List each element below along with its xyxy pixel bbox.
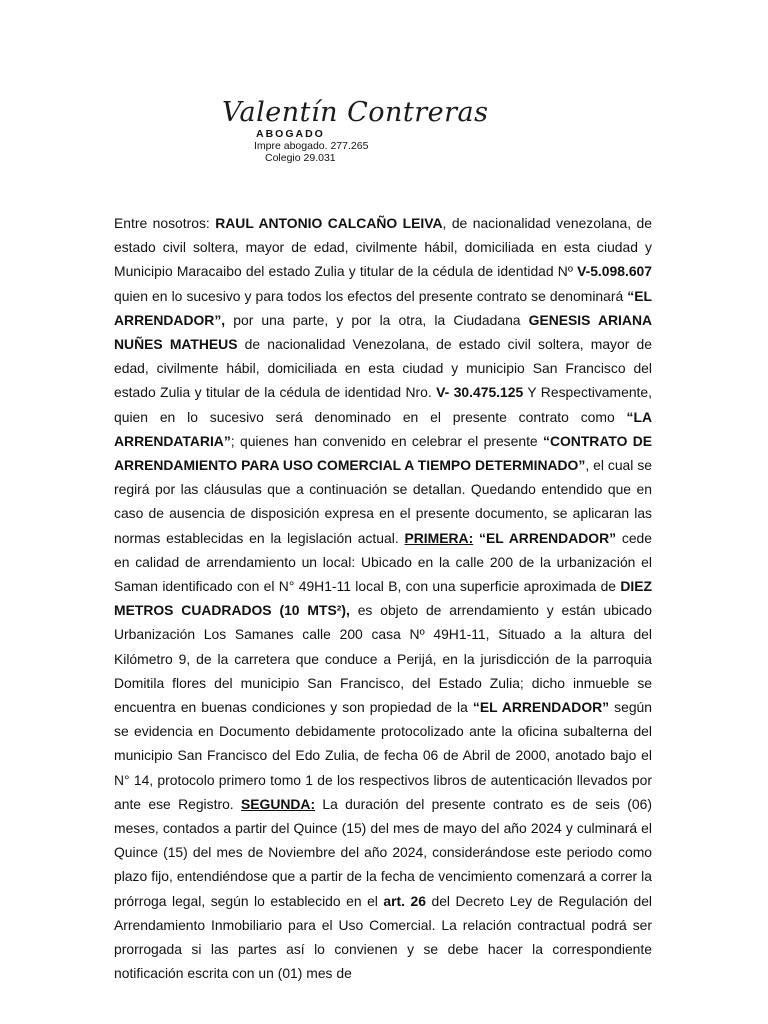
contract-text: de nacionalidad Venezolana, de estado civil soltera, mayor de edad, civilmente hábil, domiciliada en esta ciudad y municipio San Francisco del estado Zulia y titular de la cédula de identidad Nro. [114,336,652,401]
arrendador-id: V-5.098.607 [577,263,652,280]
lawyer-college-number: Colegio 29.031 [265,152,336,164]
party-label-arrendataria: “LA ARRENDATARIA” [114,408,652,449]
lawyer-signature-name: Valentín Contreras [222,97,489,128]
party-label-arrendador: “EL ARRENDADOR”, [114,287,652,328]
contract-text: Entre nosotros: [114,215,216,231]
lawyer-title: ABOGADO [256,128,325,140]
article-reference: art. 26 [383,892,426,909]
arrendador-name: RAUL ANTONIO CALCAÑO LEIVA [215,215,443,231]
contract-text: , de nacionalidad venezolana, de estado civil soltera, mayor de edad, civilmente hábil, domiciliada en esta ciudad y Municipio Maracaibo del estado Zulia y titular de la cédula de identidad Nº [114,215,652,280]
lawyer-registration: Impre abogado. 277.265 [254,140,369,152]
contract-text: quien en lo sucesivo y para todos los efectos del presente contrato se denominará [114,287,628,304]
contract-text: , el cual se regirá por las cláusulas que a continuación se detallan. Quedando entendido que en caso de ausencia de disposición expresa en el presente documento, se aplicaran las normas establecidas en la legislación actual. [114,457,652,546]
contract-text: La duración del presente contrato es de seis (06) meses, contados a partir del Quince (15) del mes de mayo del año 2024 y culminará el Quince (15) del mes de Noviembre del año 2024, considerándose este periodo como plazo fijo, entendiéndose que a partir de la fecha de vencimiento comenzará a correr la prórroga legal, según lo establecido en el [114,795,653,909]
contract-text: es objeto de arrendamiento y están ubicado Urbanización Los Samanes calle 200 casa Nº 49H1-11, Situado a la altura del Kilómetro 9, de la carretera que conduce a Perijá, en la jurisdicción de la parroquia Domitila flores del municipio San Francisco, del Estado Zulia; dicho inmueble se encuentra en buenas condiciones y son propiedad de la [114,602,653,716]
clause-heading-primera: PRIMERA: [404,529,474,546]
clause-heading-segunda: SEGUNDA: [240,795,316,812]
contract-text: por una parte, y por la otra, la Ciudadana [225,311,529,328]
contract-text: ; quienes han convenido en celebrar el presente [230,432,543,449]
contract-text: Y Respectivamente, quien en lo sucesivo será denominado en el presente contrato como [114,384,652,425]
contract-body [114,211,652,986]
letterhead [222,97,489,164]
surface-area: DIEZ METROS CUADRADOS (10 MTS²), [114,578,652,619]
party-label-arrendador: “EL ARRENDADOR” [472,699,610,716]
contract-text: según se evidencia en Documento debidamente protocolizado ante la oficina subalterna del municipio San Francisco del Edo Zulia, de fecha 06 de Abril de 2000, anotado bajo el N° 14, protocolo primero tomo 1 de los respectivos libros de autenticación llevados por ante ese Registro. [114,699,652,812]
arrendataria-name: GENESIS ARIANA NUÑES MATHEUS [114,311,653,353]
contract-title: “CONTRATO DE ARRENDAMIENTO PARA USO COMERCIAL A TIEMPO DETERMINADO” [114,432,652,474]
arrendataria-id: V- 30.475.125 [436,384,524,401]
party-label-arrendador: “EL ARRENDADOR” [479,529,617,546]
contract-text: del Decreto Ley de Regulación del Arrendamiento Inmobiliario para el Uso Comercial. La relación contractual podrá ser prorrogada si las partes así lo convienen y se debe hacer la correspondiente notificación escrita con un (01) mes de [114,892,653,982]
contract-text: cede en calidad de arrendamiento un local: Ubicado en la calle 200 de la urbanización el Saman identificado con el N° 49H1-11 local B, con una superficie aproximada de [114,529,652,595]
